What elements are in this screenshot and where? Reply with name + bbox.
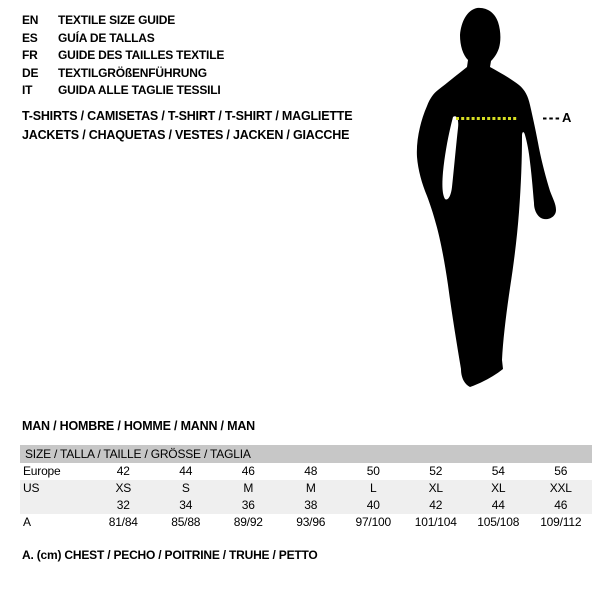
language-title: TEXTILE SIZE GUIDE — [58, 13, 176, 27]
language-code: ES — [22, 30, 38, 45]
size-cell: XL — [491, 481, 506, 495]
table-row-us — [20, 480, 592, 497]
chest-measure-footnote: A. (cm) CHEST / PECHO / POITRINE / TRUHE / PETTO — [22, 548, 318, 562]
language-list — [22, 12, 224, 100]
size-cell: 36 — [241, 498, 255, 512]
man-silhouette-figure — [405, 4, 575, 398]
category-jackets: JACKETS / CHAQUETAS / VESTES / JACKEN / GIACCHE — [22, 127, 350, 142]
language-code: DE — [22, 65, 39, 80]
size-cell: XS — [115, 481, 132, 495]
size-cell: 85/88 — [171, 515, 201, 529]
size-cell: 42 — [429, 498, 443, 512]
size-cell: 50 — [366, 464, 380, 478]
size-cell: 48 — [304, 464, 318, 478]
language-row — [22, 47, 224, 65]
row-label — [20, 497, 92, 514]
man-silhouette — [417, 8, 556, 387]
row-label: A — [23, 515, 31, 529]
measure-label-a: A — [562, 110, 572, 125]
size-cell: 46 — [554, 498, 568, 512]
row-label: Europe — [23, 464, 61, 478]
size-cell: 46 — [241, 464, 255, 478]
language-row — [22, 30, 224, 48]
language-row — [22, 82, 224, 100]
language-title: GUÍA DE TALLAS — [58, 30, 155, 45]
size-cell: L — [370, 481, 377, 495]
table-row-numeric — [20, 497, 592, 514]
size-table — [20, 445, 592, 531]
size-cell: 109/112 — [540, 515, 582, 529]
garment-categories — [22, 107, 352, 144]
size-cell: 54 — [491, 464, 505, 478]
category-tshirts: T-SHIRTS / CAMISETAS / T-SHIRT / T-SHIRT / MAGLIETTE — [22, 109, 353, 123]
language-row — [22, 65, 224, 83]
size-cell: M — [243, 481, 254, 495]
size-cell: 101/104 — [414, 515, 457, 529]
size-cell: 93/96 — [296, 515, 326, 529]
size-cell: 81/84 — [108, 515, 138, 529]
size-cell: 32 — [116, 498, 130, 512]
size-cell: XXL — [549, 481, 572, 495]
size-table-header: SIZE / TALLA / TAILLE / GRÖSSE / TAGLIA — [20, 445, 592, 463]
size-cell: 52 — [429, 464, 443, 478]
table-row-europe — [20, 463, 592, 480]
language-title: TEXTILGRÖßENFÜHRUNG — [58, 65, 207, 80]
size-cell: 44 — [491, 498, 505, 512]
row-label: US — [23, 481, 40, 495]
language-title: GUIDA ALLE TAGLIE TESSILI — [58, 83, 221, 97]
size-cell: 44 — [179, 464, 193, 478]
section-title-man: MAN / HOMBRE / HOMME / MANN / MAN — [22, 419, 255, 433]
language-title: GUIDE DES TAILLES TEXTILE — [58, 48, 225, 62]
size-cell: 38 — [304, 498, 318, 512]
size-cell: 40 — [366, 498, 380, 512]
size-cell: 56 — [554, 464, 568, 478]
language-code: IT — [22, 83, 33, 97]
language-row — [22, 12, 224, 30]
size-cell: S — [181, 481, 190, 495]
size-cell: M — [305, 481, 316, 495]
size-cell: 42 — [116, 464, 130, 478]
size-cell: 89/92 — [233, 515, 263, 529]
size-cell: 97/100 — [355, 515, 391, 529]
size-cell: 105/108 — [477, 515, 520, 529]
size-cell: XL — [428, 481, 443, 495]
language-code: EN — [22, 13, 39, 27]
size-cell: 34 — [179, 498, 193, 512]
table-row-chest-cm — [20, 514, 592, 531]
language-code: FR — [22, 48, 38, 62]
